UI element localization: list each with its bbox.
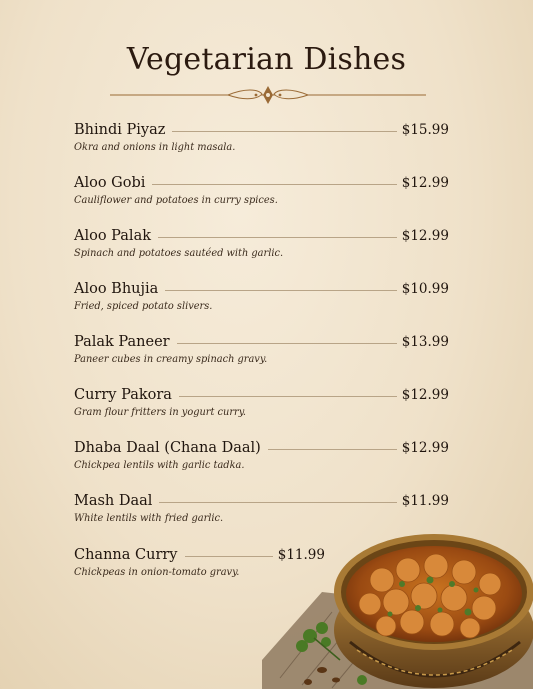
dish-description: Paneer cubes in creamy spinach gravy. (74, 354, 268, 365)
dot-leader (165, 290, 396, 291)
menu-item (74, 226, 449, 266)
dish-price: $12.99 (401, 387, 449, 403)
dot-leader (152, 184, 396, 185)
menu-title: Vegetarian Dishes (126, 42, 407, 77)
dish-description: Spinach and potatoes sautéed with garlic. (74, 248, 284, 259)
dish-price: $11.99 (277, 547, 325, 563)
dish-price: $15.99 (401, 122, 449, 138)
dot-leader (172, 131, 396, 132)
dish-description: Chickpeas in onion-tomato gravy. (74, 567, 240, 578)
dish-description: Gram flour fritters in yogurt curry. (74, 407, 247, 418)
dish-name: Curry Pakora (74, 387, 172, 403)
dish-description: White lentils with fried garlic. (74, 513, 224, 524)
dish-description: Fried, spiced potato slivers. (74, 301, 213, 312)
dish-price: $13.99 (401, 334, 449, 350)
dish-name: Palak Paneer (74, 334, 170, 350)
dot-leader (179, 396, 397, 397)
curry-bowl-image (262, 510, 533, 689)
dish-name: Aloo Bhujia (74, 281, 159, 297)
dot-leader (159, 502, 396, 503)
menu-item (74, 120, 449, 160)
dish-price: $12.99 (401, 228, 449, 244)
dish-price: $11.99 (401, 493, 449, 509)
dish-price: $12.99 (401, 440, 449, 456)
dot-leader (177, 343, 397, 344)
dot-leader (185, 556, 273, 557)
dish-name: Mash Daal (74, 493, 153, 509)
dish-name: Dhaba Daal (Chana Daal) (74, 440, 261, 456)
menu-item (74, 173, 449, 213)
dish-name: Bhindi Piyaz (74, 122, 166, 138)
dot-leader (158, 237, 397, 238)
menu-item (74, 385, 449, 425)
menu-item (74, 279, 449, 319)
dish-description: Okra and onions in light masala. (74, 142, 236, 153)
menu-item (74, 332, 449, 372)
dish-name: Aloo Palak (74, 228, 151, 244)
dish-description: Cauliflower and potatoes in curry spices. (74, 195, 278, 206)
dish-name: Aloo Gobi (74, 175, 146, 191)
ornamental-divider-icon (110, 84, 426, 106)
dish-price: $12.99 (401, 175, 449, 191)
menu-item (74, 438, 449, 478)
dish-price: $10.99 (401, 281, 449, 297)
dot-leader (268, 449, 397, 450)
dish-description: Chickpea lentils with garlic tadka. (74, 460, 245, 471)
dish-name: Channa Curry (74, 547, 178, 563)
